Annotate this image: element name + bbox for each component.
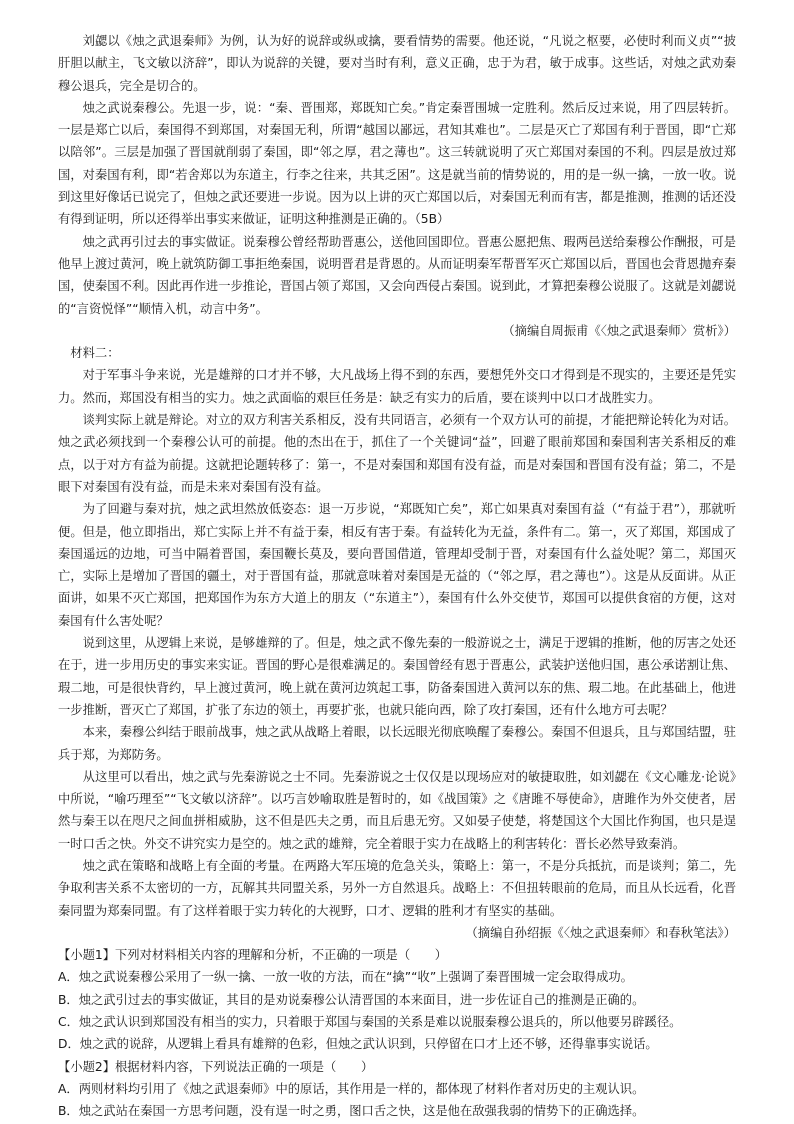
paragraph: 为了回避与秦对抗，烛之武坦然放低姿态：退一万步说，“郑既知亡矣”，郑亡如果真对秦国有益（“有益于君”），那就听便。但是，他立即指出，郑亡实际上并不有益于秦，相反有害于秦。有益转化为无益，条件有二。第一，灭了郑国，郑国成了秦国遥远的边地，可当中隔着晋国，秦国鞭长莫及，要向晋国借道，管理却受制于晋，对秦国有什么益处呢？第二，郑国灭亡，实际上是增加了晋国的疆土，对于晋国有益，那就意味着对秦国是无益的（“邻之厚，君之薄也”）。这是从反面讲。从正面讲，如果不灭亡郑国，把郑国作为东方大道上的朋友（“东道主”），秦国有什么外交使节，郑国可以提供食宿的方便，这对秦国有什么害处呢？ [58, 502, 736, 628]
paragraph: 烛之武说秦穆公。先退一步，说：“秦、晋围郑，郑既知亡矣。”肯定秦晋围城一定胜利。然后反过来说，用了四层转折。一层是郑亡以后，秦国得不到郑国，对秦国无利，所谓“越国以鄙远，君知其难也”。二层是灭亡了郑国有利于晋国，即“亡郑以陪邻”。三层是加强了晋国就削弱了秦国，即“邻之厚，君之薄也”。这三转就说明了灭亡郑国对秦国的不利。四层是放过郑国，对秦国有利，即“若舍郑以为东道主，行李之往来，共其乏困”。这是就当前的情势说的，用的是一纵一擒，一放一收。说到这里好像话已说完了，但烛之武还要进一步说。因为以上讲的灭亡郑国以后，对秦国无利而有害，都是推测，推测的话还没有得到证明，所以还得举出事实来做证，证明这种推测是正确的。（5B） [58, 100, 736, 227]
paragraph: 说到这里，从逻辑上来说，是够雄辩的了。但是，烛之武不像先秦的一般游说之士，满足于逻辑的推断，他的厉害之处还在于，进一步用历史的事实来实证。晋国的野心是很难满足的。秦国曾经有恩于晋惠公，武装护送他归国，惠公承诺割让焦、瑕二地，可是很快背约，早上渡过黄河，晚上就在黄河边筑起工事，防备秦国进入黄河以东的焦、瑕二地。在此基础上，他进一步推断，晋灭亡了郑国，扩张了东边的领土，再要扩张，也就只能向西，除了攻打秦国，还有什么地方可去呢？ [58, 636, 736, 717]
option-b: B．烛之武站在秦国一方思考问题，没有逞一时之勇，图口舌之快，这是他在敌强我弱的情势下的正确选择。 [58, 1104, 645, 1119]
material-one [58, 30, 736, 342]
material-label: 材料二： [70, 346, 120, 361]
question-stem: 【小题2】根据材料内容，下列说法正确的一项是（ ） [58, 1059, 374, 1074]
paragraph: 从这里可以看出，烛之武与先秦游说之士不同。先秦游说之士仅仅是以现场应对的敏捷取胜，如刘勰在《文心雕龙·论说》中所说，“喻巧理至”“飞文敏以济辞”。以巧言妙喻取胜是暂时的，如《战国策》之《唐雎不辱使命》，唐雎作为外交使者，居然与秦王以在咫尺之间血拼相威胁，这不但是匹夫之勇，而且后患无穷。又如晏子使楚，将楚国这个大国比作狗国，也只是逞一时口舌之快。外交不讲究实力是空的。烛之武的雄辩，完全着眼于实力在战略上的利害转化：晋长必然导致秦消。 [58, 769, 736, 851]
material-two [58, 342, 736, 944]
source-citation: （摘编自孙绍振《〈烛之武退秦师〉和春秋笔法》） [465, 925, 736, 940]
paragraph: 对于军事斗争来说，光是雄辩的口才并不够，大凡战场上得不到的东西，要想凭外交口才得到是不现实的，主要还是凭实力。然而，郑国没有相当的实力。烛之武面临的艰巨任务是：缺乏有实力的后盾，要在谈判中以口才战胜实力。 [58, 368, 736, 405]
source-citation: （摘编自周振甫《〈烛之武退秦师〉赏析》） [502, 323, 736, 338]
option-a: A．烛之武说秦穆公采用了一纵一擒、一放一收的方法，而在“擒”“收”上强调了秦晋围城一定会取得成功。 [58, 970, 633, 985]
paragraph: 本来，秦穆公纠结于眼前战事，烛之武从战略上着眼，以长远眼光彻底唤醒了秦穆公。秦国不但退兵，且与郑国结盟，驻兵于郑，为郑防务。 [58, 725, 736, 762]
question-1 [58, 944, 736, 1055]
paragraph: 烛之武再引过去的事实做证。说秦穆公曾经帮助晋惠公，送他回国即位。晋惠公愿把焦、瑕两邑送给秦穆公作酬报，可是他早上渡过黄河，晚上就筑防御工事拒绝秦国，说明晋君是背恩的。从而证明秦军帮晋军灭亡郑国以后，晋国也会背恩抛弃秦国，使秦国不利。因此再作进一步推论，晋国占领了郑国，又会向西侵占秦国。说到此，才算把秦穆公说服了。这就是刘勰说的“言资悦怿”“顺情入机，动言中务”。 [58, 234, 736, 316]
question-stem: 【小题1】下列对材料相关内容的理解和分析，不正确的一项是（ ） [58, 948, 448, 963]
option-a: A．两则材料均引用了《烛之武退秦师》中的原话，其作用是一样的，都体现了材料作者对历史的主观认识。 [58, 1081, 645, 1096]
option-b: B．烛之武引过去的事实做证，其目的是劝说秦穆公认清晋国的本来面目，进一步佐证自己的推测是正确的。 [58, 992, 645, 1007]
question-2 [58, 1056, 736, 1123]
option-c: C．烛之武认识到郑国没有相当的实力，只着眼于郑国与秦国的关系是难以说服秦穆公退兵的，所以他要另辟蹊径。 [58, 1015, 682, 1030]
option-d: D．烛之武的说辞，从逻辑上看具有雄辩的色彩，但烛之武认识到，只停留在口才上还不够，还得靠事实说话。 [58, 1037, 658, 1052]
paragraph: 谈判实际上就是辩论。对立的双方利害关系相反，没有共同语言，必须有一个双方认可的前提，才能把辩论转化为对话。烛之武必须找到一个秦穆公认可的前提。他的杰出在于，抓住了一个关键词“益”，回避了眼前郑国和秦国利害关系相反的难点，以于对方有益为前提。这就把论题转移了：第一，不是对秦国和郑国有没有益，而是对秦国和晋国有没有益；第二，不是眼下对秦国有没有益，而是未来对秦国有没有益。 [58, 413, 736, 494]
paragraph: 刘勰以《烛之武退秦师》为例，认为好的说辞或纵或擒，要看情势的需要。他还说，“凡说之枢要，必使时利而义贞”“披肝胆以献主，飞文敏以济辞”，即认为说辞的关键，要对当时有利，意义正确，忠于为君，敏于成事。这些话，对烛之武劝秦穆公退兵，完全是切合的。 [58, 34, 736, 93]
paragraph: 烛之武在策略和战略上有全面的考量。在两路大军压境的危急关头，策略上：第一，不是分兵抵抗，而是谈判；第二，先争取利害关系不太密切的一方，瓦解其共同盟关系，另外一方自然退兵。战略上：不但扭转眼前的危局，而且从长远看，化晋秦同盟为郑秦同盟。有了这样着眼于实力转化的大视野，口才、逻辑的胜利才有坚实的基础。 [58, 858, 736, 918]
